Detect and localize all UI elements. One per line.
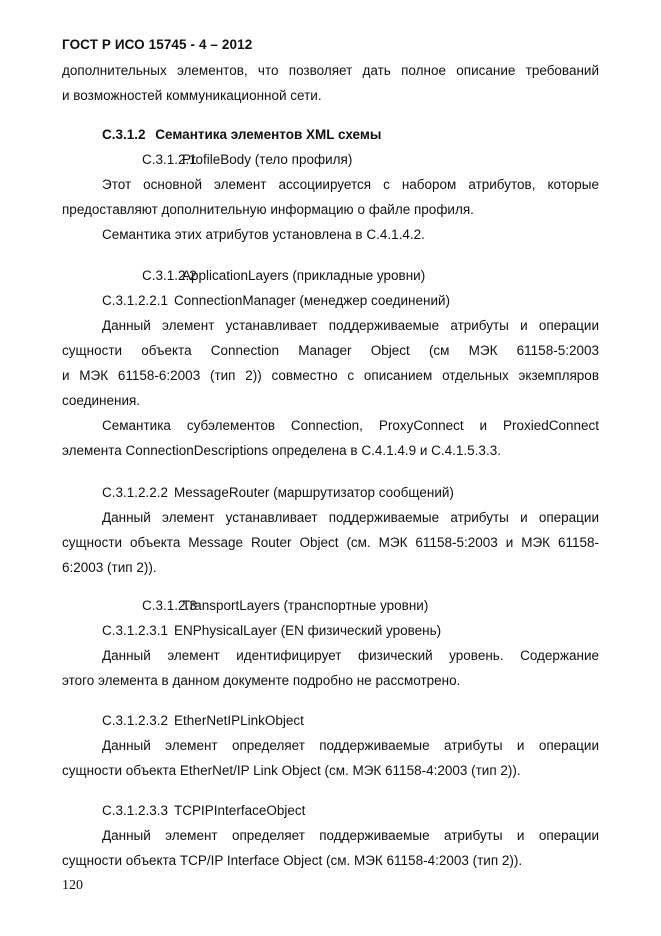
section-title: ApplicationLayers (прикладные уровни) <box>182 268 426 283</box>
subsection-heading <box>62 288 599 313</box>
section-title: TCPIPInterfaceObject <box>174 803 306 818</box>
text-line: этого элемента в данном документе подробно не рассмотрено. <box>62 673 461 688</box>
section-3-1-2-2 <box>62 263 599 463</box>
text-line: и возможностей коммуникационной сети. <box>62 88 322 103</box>
subsection-heading <box>62 480 599 505</box>
section-title: ProfileBody (тело профиля) <box>182 152 353 167</box>
text-line: сущности объекта TCP/IP Interface Object (см. МЭК 61158-4:2003 (тип 2)). <box>62 853 523 868</box>
section-3-1-2-2-2 <box>62 480 599 580</box>
text-line: и МЭК 61158-6:2003 (тип 2)) совместно с описанием отдельных экземпляров <box>62 368 599 383</box>
section-title: ENPhysicalLayer (EN физический уровень) <box>174 623 442 638</box>
text-line: Данный элемент устанавливает поддерживаемые атрибуты и операции <box>102 318 599 333</box>
section-number: С.3.1.2.3.3 <box>102 803 169 818</box>
document-header: ГОСТ Р ИСО 15745 - 4 – 2012 <box>62 37 253 52</box>
section-number: С.3.1.2.2 <box>142 268 197 283</box>
text-line: Данный элемент определяет поддерживаемые атрибуты и операции <box>102 738 599 753</box>
section-3-1-2-3-2 <box>62 708 599 783</box>
text-line: соединения. <box>62 393 141 408</box>
section-3-1-2 <box>62 122 599 247</box>
text-line: Семантика этих атрибутов установлена в С.4.1.4.2. <box>102 227 425 242</box>
section-number: С.3.1.2.1 <box>142 152 197 167</box>
section-3-1-2-3 <box>62 593 599 693</box>
section-title: Семантика элементов XML схемы <box>155 127 382 142</box>
subsection-heading <box>62 147 599 172</box>
section-title: MessageRouter (маршрутизатор сообщений) <box>174 485 454 500</box>
section-title: EtherNetIPLinkObject <box>174 713 304 728</box>
text-line: Данный элемент определяет поддерживаемые атрибуты и операции <box>102 828 599 843</box>
section-number: С.3.1.2.2.2 <box>102 485 169 500</box>
section-number: С.3.1.2.3.2 <box>102 713 169 728</box>
subsection-heading <box>62 618 599 643</box>
text-line: предоставляют дополнительную информацию о файле профиля. <box>62 202 474 217</box>
subsection-heading <box>62 798 599 823</box>
text-line: Данный элемент идентифицирует физический уровень. Содержание <box>102 648 599 663</box>
section-title: ConnectionManager (менеджер соединений) <box>174 293 451 308</box>
section-number: С.3.1.2 <box>102 127 146 142</box>
text-line: сущности объекта EtherNet/IP Link Object (см. МЭК 61158-4:2003 (тип 2)). <box>62 763 521 778</box>
subsection-heading <box>62 263 599 288</box>
intro-paragraph <box>62 58 599 108</box>
text-line: дополнительных элементов, что позволяет дать полное описание требований <box>62 63 599 78</box>
subsection-heading <box>62 593 599 618</box>
text-line: Этот основной элемент ассоциируется с набором атрибутов, которые <box>102 177 599 192</box>
text-line: 6:2003 (тип 2)). <box>62 560 157 575</box>
section-title: TransportLayers (транспортные уровни) <box>182 598 429 613</box>
section-3-1-2-3-3 <box>62 798 599 873</box>
text-line: Семантика субэлементов Connection, ProxyConnect и ProxiedConnect <box>102 418 599 433</box>
section-number: С.3.1.2.3.1 <box>102 623 169 638</box>
text-line: сущности объекта Message Router Object (см. МЭК 61158-5:2003 и МЭК 61158- <box>62 535 599 550</box>
text-line: Данный элемент устанавливает поддерживаемые атрибуты и операции <box>102 510 599 525</box>
page-number: 120 <box>62 878 83 893</box>
text-line: элемента ConnectionDescriptions определена в С.4.1.4.9 и С.4.1.5.3.3. <box>62 443 501 458</box>
text-line: сущности объекта Connection Manager Object (см МЭК 61158-5:2003 <box>62 343 599 358</box>
subsection-heading <box>62 708 599 733</box>
section-number: С.3.1.2.2.1 <box>102 293 169 308</box>
section-heading <box>62 122 599 147</box>
section-number: С.3.1.2.3 <box>142 598 197 613</box>
